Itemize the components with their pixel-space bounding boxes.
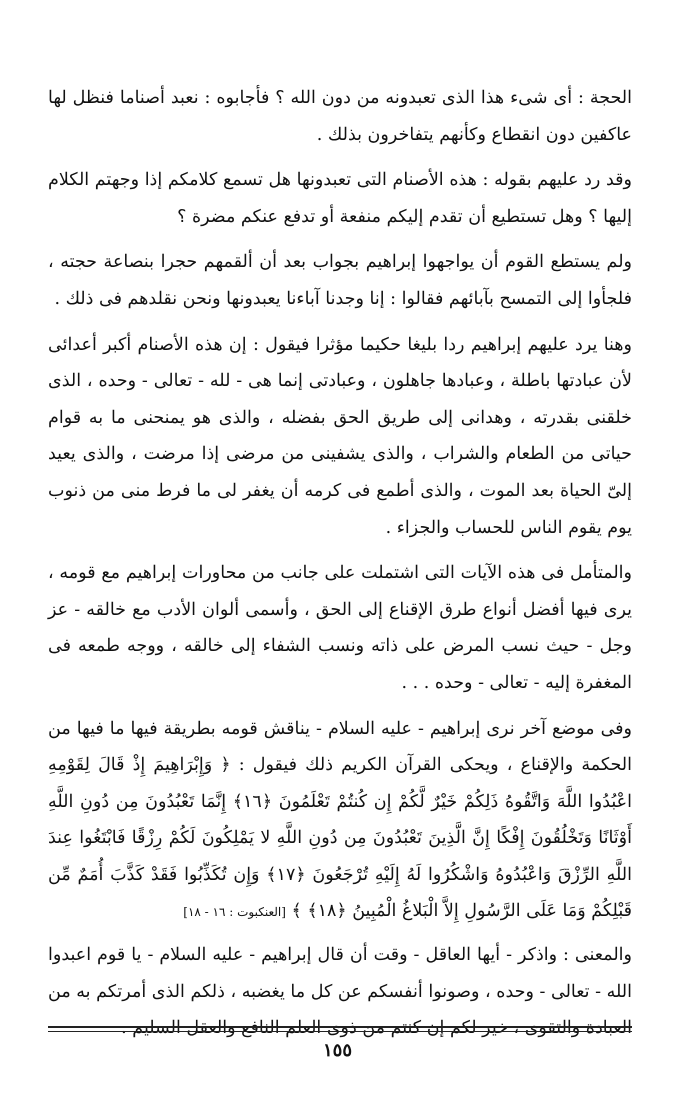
paragraph-4: وهنا يرد عليهم إبراهيم ردا بليغا حكيما مؤثرا فيقول : إن هذه الأصنام أكبر أعدائى لأن عبادتها باطلة ، وعبادها جاهلون ، وعبادتى إنما هى - لله - تعالى - وحده ، الذى خلقنى بقدرته ، وهدانى إلى طريق الحق بفضله ، والذى هو يمنحنى ما به قوام حياتى من الطعام والشراب ، والذى يشفينى من مرضى إذا مرضت ، والذى يعيد إلىّ الحياة بعد الموت ، والذى أطمع فى كرمه أن يغفر لى ما فرط منى من ذنوب يوم يقوم الناس للحساب والجزاء .	[48, 334, 632, 538]
quran-verse: ﴿ وَإِبْرَاهِيمَ إِذْ قَالَ لِقَوْمِهِ اعْبُدُوا اللَّهَ وَاتَّقُوهُ ذَلِكُمْ خَيْرٌ لَّكُمْ إِن كُنتُمْ تَعْلَمُونَ ﴿١٦﴾ إِنَّمَا تَعْبُدُونَ مِن دُونِ اللَّهِ أَوْثَانًا وَتَخْلُقُونَ إِفْكًا إِنَّ الَّذِينَ تَعْبُدُونَ مِن دُونِ اللَّهِ لا يَمْلِكُونَ لَكُمْ رِزْقًا فَابْتَغُوا عِندَ اللَّهِ الرِّزْقَ وَاعْبُدُوهُ وَاشْكُرُوا لَهُ إِلَيْهِ تُرْجَعُونَ ﴿١٧﴾ وَإِن تُكَذِّبُوا فَقَدْ كَذَّبَ أُمَمٌ مِّن قَبْلِكُمْ وَمَا عَلَى الرَّسُولِ إِلاَّ الْبَلاغُ الْمُبِينُ ﴿١٨﴾ ﴾	[48, 755, 632, 922]
page-body	[48, 80, 632, 1039]
quran-intro: وفى موضع آخر نرى إبراهيم - عليه السلام - يناقش قومه بطريقة فيها ما فيها من الحكمة والإقناع ، ويحكى القرآن الكريم ذلك فيقول :	[48, 718, 632, 776]
paragraph-5: والمتأمل فى هذه الآيات التى اشتملت على جانب من محاورات إبراهيم مع قومه ، يرى فيها أفضل أنواع طرق الإقناع إلى الحق ، وأسمى ألوان الأدب مع خالقه - عز وجل - حيث نسب المرض على ذاته ونسب الشفاء إلى خالقه ، ووجه طمعه فى المغفرة إليه - تعالى - وحده . . .	[48, 563, 632, 693]
paragraph-closing: والمعنى : واذكر - أيها العاقل - وقت أن قال إبراهيم - عليه السلام - يا قوم اعبدوا الله - تعالى - وحده ، وصونوا أنفسكم عن كل ما يغضبه ، ذلكم الذى أمرتكم به من العبادة والتقوى ، خير لكم إن كنتم من ذوى العلم النافع والعقل السليم .	[48, 945, 632, 1039]
quran-citation: [العنكبوت : ١٦ - ١٨]	[183, 905, 286, 920]
page-number: ١٥٥	[322, 1040, 352, 1061]
paragraph-3: ولم يستطع القوم أن يواجهوا إبراهيم بجواب بعد أن ألقمهم حجرا بنصاعة حجته ، فلجأوا إلى التمسح بآبائهم فقالوا : إنا وجدنا آباءنا يعبدونها ونحن نقلدهم فى ذلك .	[48, 252, 632, 309]
paragraph-2: وقد رد عليهم بقوله : هذه الأصنام التى تعبدونها هل تسمع كلامكم إذا وجهتم الكلام إليها ؟ وهل تستطيع أن تقدم إليكم منفعة أو تدفع عنكم مضرة ؟	[48, 170, 632, 227]
paragraph-1: الحجة : أى شىء هذا الذى تعبدونه من دون الله ؟ فأجابوه : نعبد أصناما فنظل لها عاكفين دون انقطاع وكأنهم يتفاخرون بذلك .	[48, 88, 632, 145]
footer-divider	[48, 1026, 632, 1032]
quran-paragraph	[48, 711, 632, 938]
